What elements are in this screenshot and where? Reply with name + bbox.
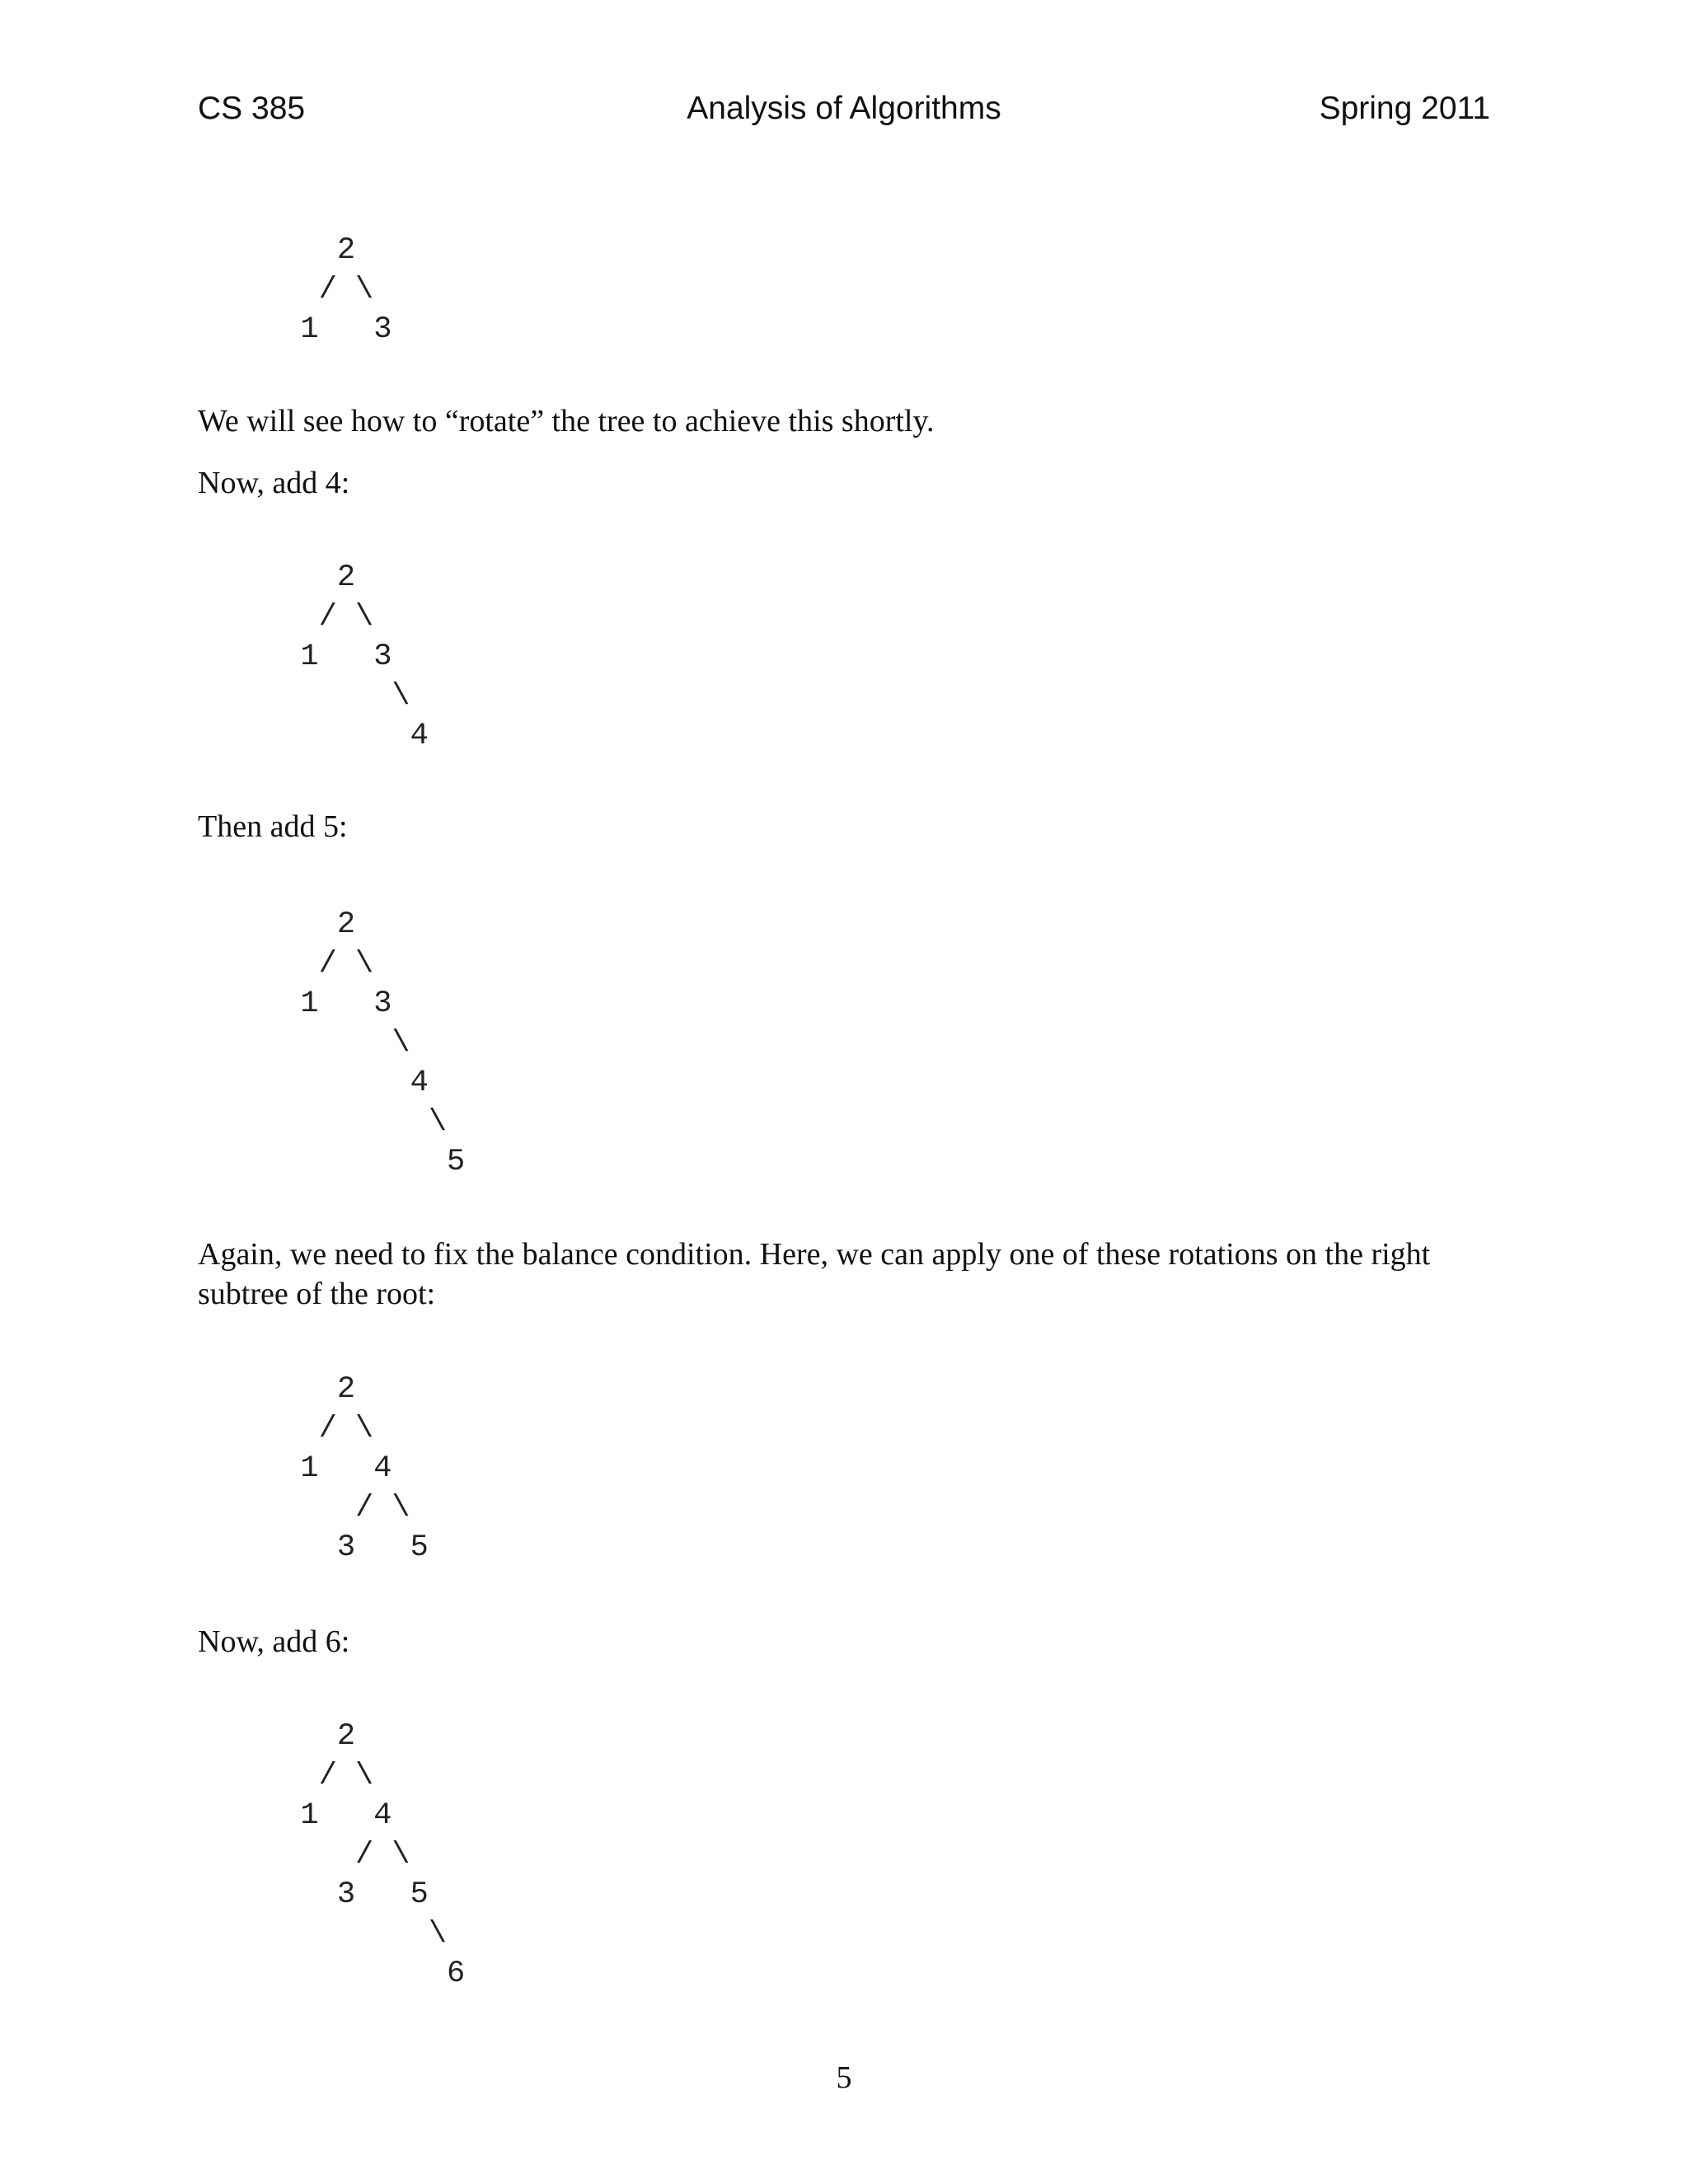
course-code: CS 385 (198, 91, 306, 126)
tree-diagram-after-add-5: 2 / \ 1 3 \ 4 \ 5 (300, 907, 466, 1179)
tree-diagram-after-add-4: 2 / \ 1 3 \ 4 (300, 560, 429, 753)
page-number: 5 (836, 2060, 852, 2095)
tree-diagram-after-add-6: 2 / \ 1 4 / \ 3 5 \ 6 (300, 1719, 466, 1991)
tree-diagram-initial: 2 / \ 1 3 (300, 233, 392, 347)
tree-diagram-after-rotation: 2 / \ 1 4 / \ 3 5 (300, 1372, 429, 1565)
paragraph-add-5: Then add 5: (198, 809, 348, 844)
paragraph-add-6: Now, add 6: (198, 1624, 350, 1659)
paragraph-balance-condition: Again, we need to fix the balance condition. Here, we can apply one of these rotations on the right subtree of the root: (198, 1237, 1431, 1311)
document-title: Analysis of Algorithms (687, 91, 1001, 126)
paragraph-rotate-note: We will see how to “rotate” the tree to achieve this shortly. (198, 404, 935, 438)
paragraph-add-4: Now, add 4: (198, 466, 350, 500)
term-label: Spring 2011 (1319, 91, 1490, 126)
